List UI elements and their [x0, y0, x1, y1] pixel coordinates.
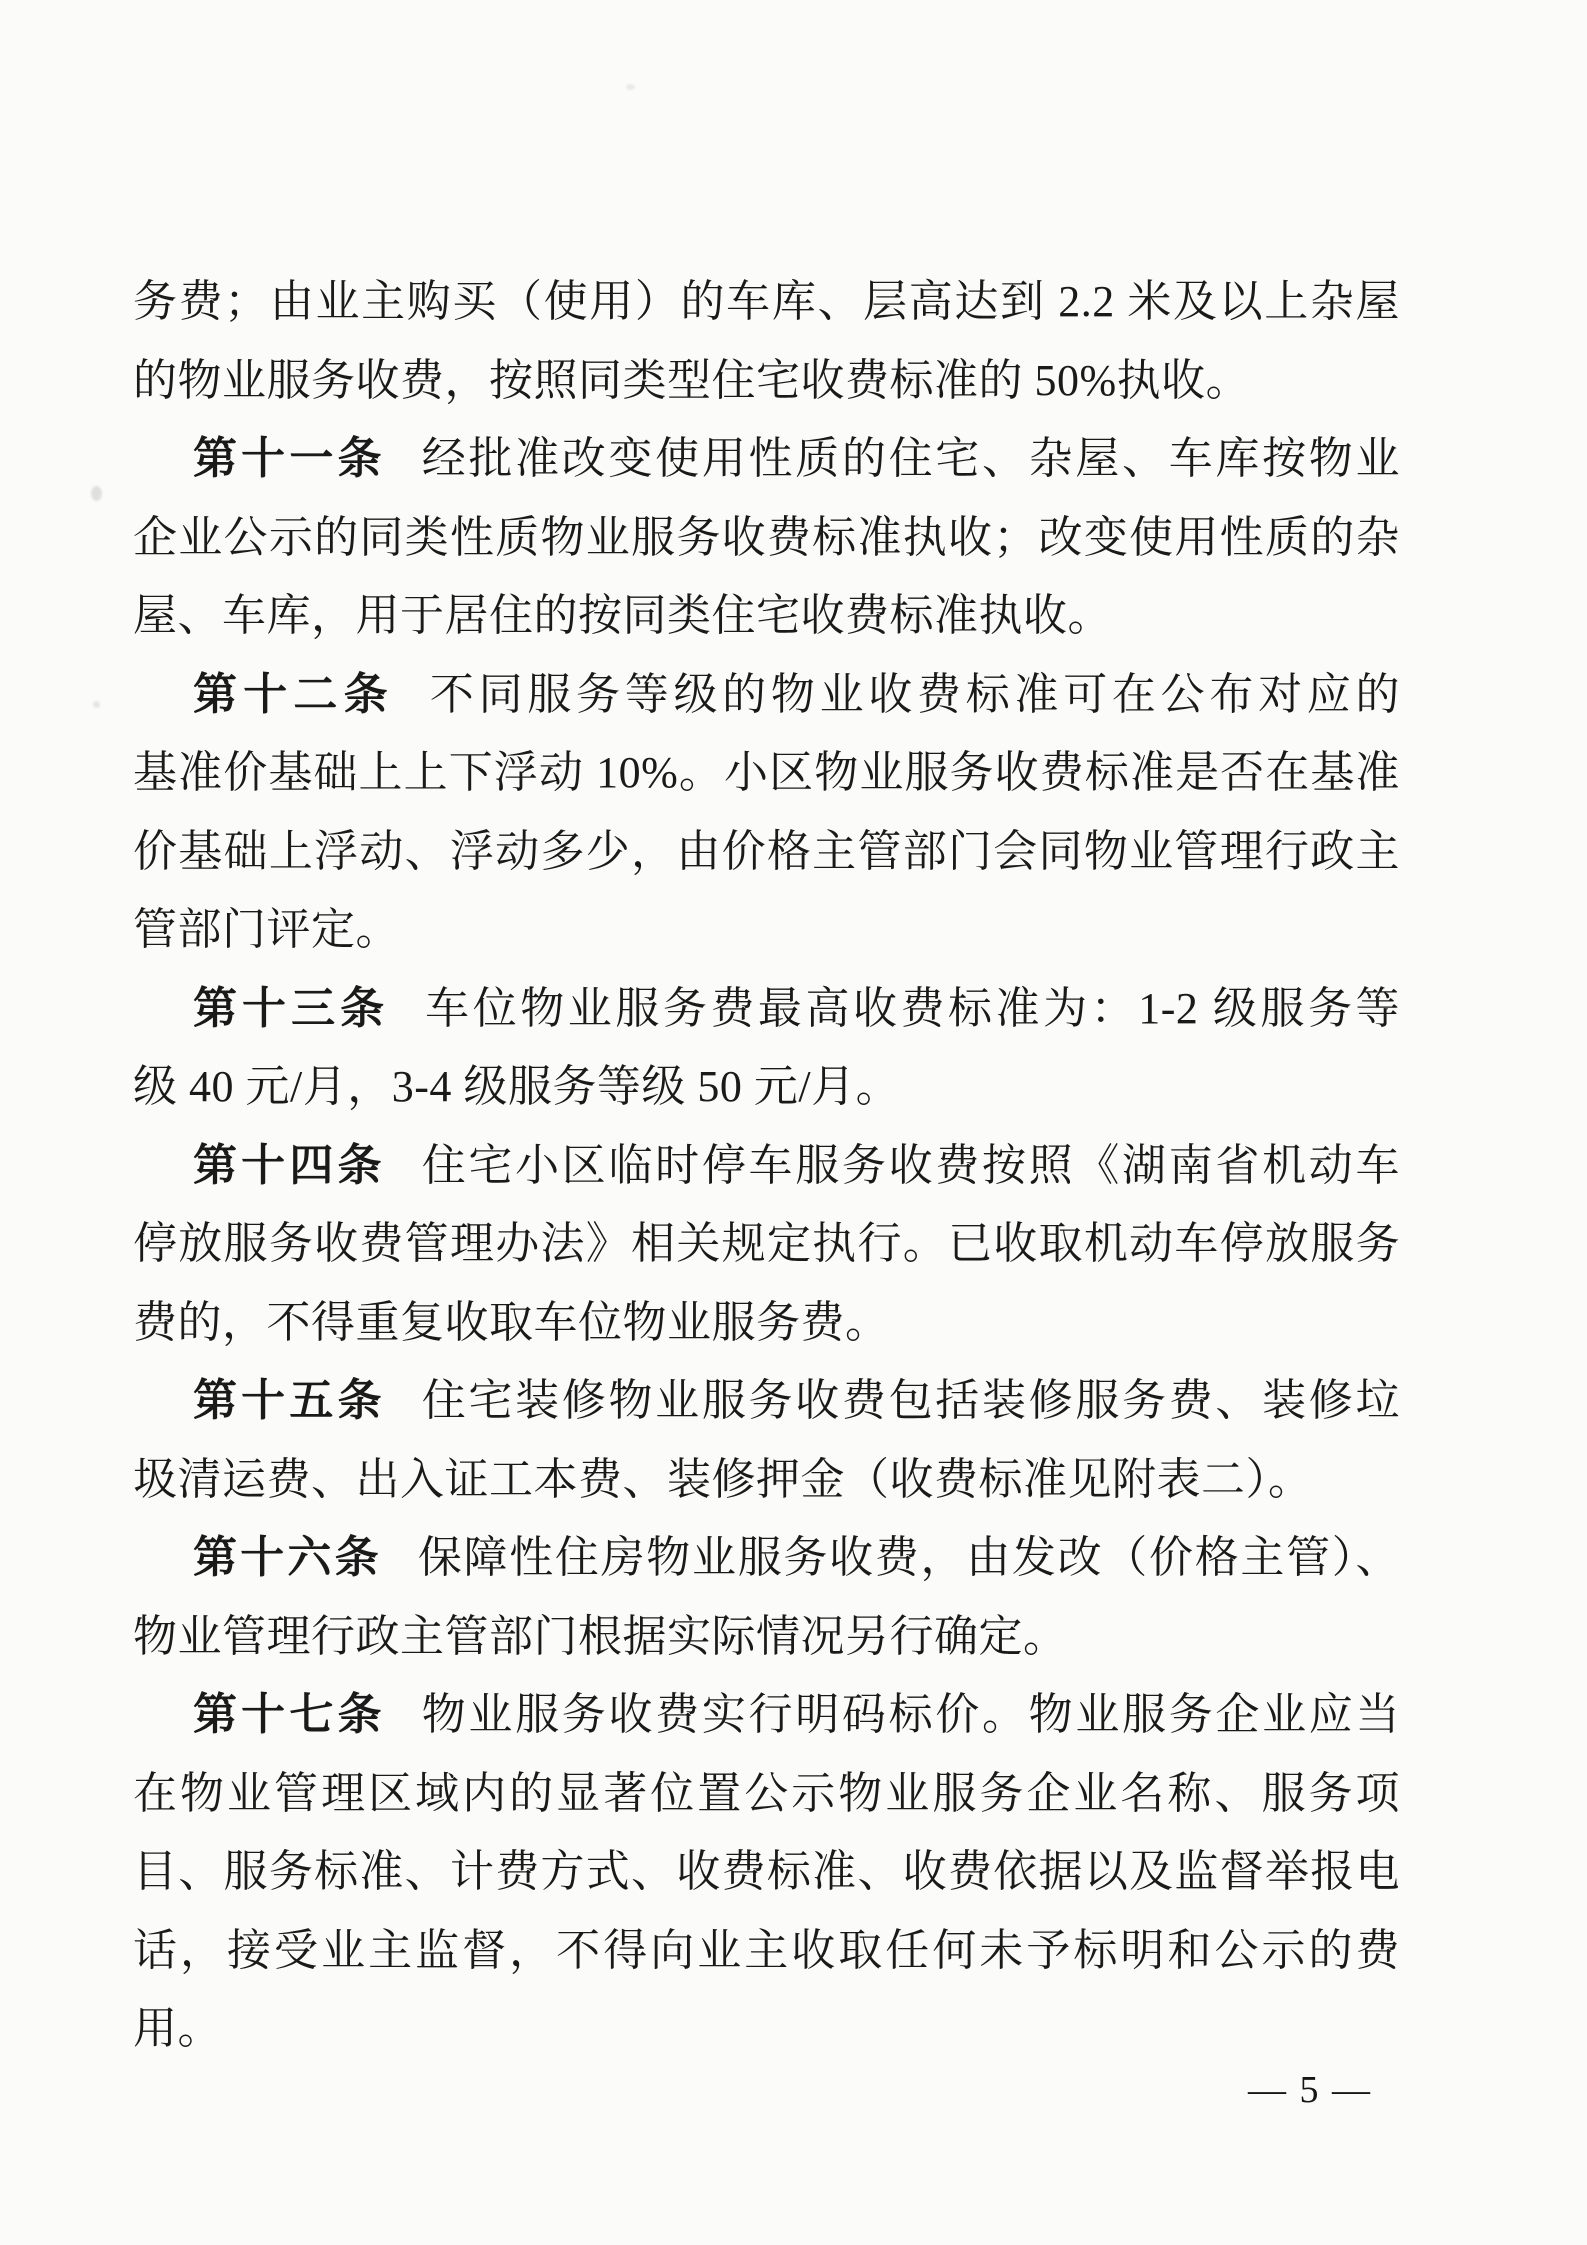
text-line	[133, 1833, 1400, 1912]
text-line	[133, 1127, 1400, 1206]
line-text: 屋、车库，用于居住的按同类住宅收费标准执收。	[133, 591, 1112, 640]
line-text: 车位物业服务费最高收费标准为：1-2 级服务等	[425, 983, 1401, 1033]
text-line	[133, 577, 1400, 656]
text-line	[133, 420, 1400, 499]
line-text: 经批准改变使用性质的住宅、杂屋、车库按物业	[421, 434, 1400, 483]
article-number: 第十三条	[193, 983, 390, 1033]
line-text: 费的，不得重复收取车位物业服务费。	[133, 1297, 890, 1347]
line-text: 务费；由业主购买（使用）的车库、层高达到 2.2 米及以上杂屋	[133, 277, 1400, 326]
text-line	[133, 1519, 1400, 1598]
article-number: 第十二条	[193, 669, 394, 719]
text-line	[133, 813, 1400, 892]
line-text: 在物业管理区域内的显著位置公示物业服务企业名称、服务项	[133, 1768, 1400, 1818]
text-line	[133, 891, 1400, 970]
text-line	[133, 1048, 1400, 1127]
text-line	[133, 1284, 1400, 1363]
text-line	[133, 1676, 1400, 1755]
page-number: — 5 —	[1248, 2069, 1372, 2111]
line-text: 停放服务收费管理办法》相关规定执行。已收取机动车停放服务	[133, 1219, 1400, 1268]
line-text: 住宅装修物业服务收费包括装修服务费、装修垃	[421, 1376, 1400, 1425]
text-line	[133, 1598, 1400, 1677]
line-text: 圾清运费、出入证工本费、装修押金（收费标准见附表二）。	[133, 1454, 1313, 1504]
line-text: 话，接受业主监督，不得向业主收取任何未予标明和公示的费用。	[133, 1925, 1400, 2053]
line-text: 的物业服务收费，按照同类型住宅收费标准的 50%执收。	[133, 355, 1251, 405]
line-text: 物业管理行政主管部门根据实际情况另行确定。	[133, 1611, 1068, 1661]
line-text: 物业服务收费实行明码标价。物业服务企业应当	[421, 1690, 1400, 1739]
line-text: 级 40 元/月，3-4 级服务等级 50 元/月。	[133, 1062, 901, 1111]
line-text: 住宅小区临时停车服务收费按照《湖南省机动车	[421, 1140, 1400, 1190]
text-line	[133, 1362, 1400, 1441]
line-text: 企业公示的同类性质物业服务收费标准执收；改变使用性质的杂	[133, 512, 1400, 562]
line-text: 目、服务标准、计费方式、收费标准、收费依据以及监督举报电	[133, 1847, 1400, 1896]
line-text: 价基础上浮动、浮动多少，由价格主管部门会同物业管理行政主	[133, 826, 1400, 876]
article-number: 第十四条	[193, 1140, 386, 1190]
article-number: 第十一条	[193, 434, 386, 483]
text-line	[133, 263, 1400, 342]
text-line	[133, 342, 1400, 421]
page-body-text	[133, 263, 1401, 2053]
text-line	[133, 656, 1400, 735]
line-text: 不同服务等级的物业收费标准可在公布对应的	[429, 669, 1401, 719]
text-line	[133, 970, 1400, 1049]
text-line	[133, 1441, 1400, 1520]
line-text: 基准价基础上上下浮动 10%。小区物业服务收费标准是否在基准	[133, 748, 1400, 797]
text-line	[133, 499, 1400, 578]
scan-artifact	[93, 701, 100, 708]
text-line	[133, 1755, 1400, 1834]
scan-artifact	[91, 486, 102, 501]
article-number: 第十七条	[193, 1690, 386, 1739]
line-text: 保障性住房物业服务收费，由发改（价格主管）、	[417, 1533, 1401, 1582]
article-number: 第十六条	[193, 1533, 382, 1582]
text-line	[133, 1205, 1400, 1284]
scan-artifact	[626, 84, 635, 90]
text-line	[133, 1912, 1400, 2053]
text-line	[133, 734, 1400, 813]
line-text: 管部门评定。	[133, 905, 400, 954]
article-number: 第十五条	[193, 1376, 386, 1425]
